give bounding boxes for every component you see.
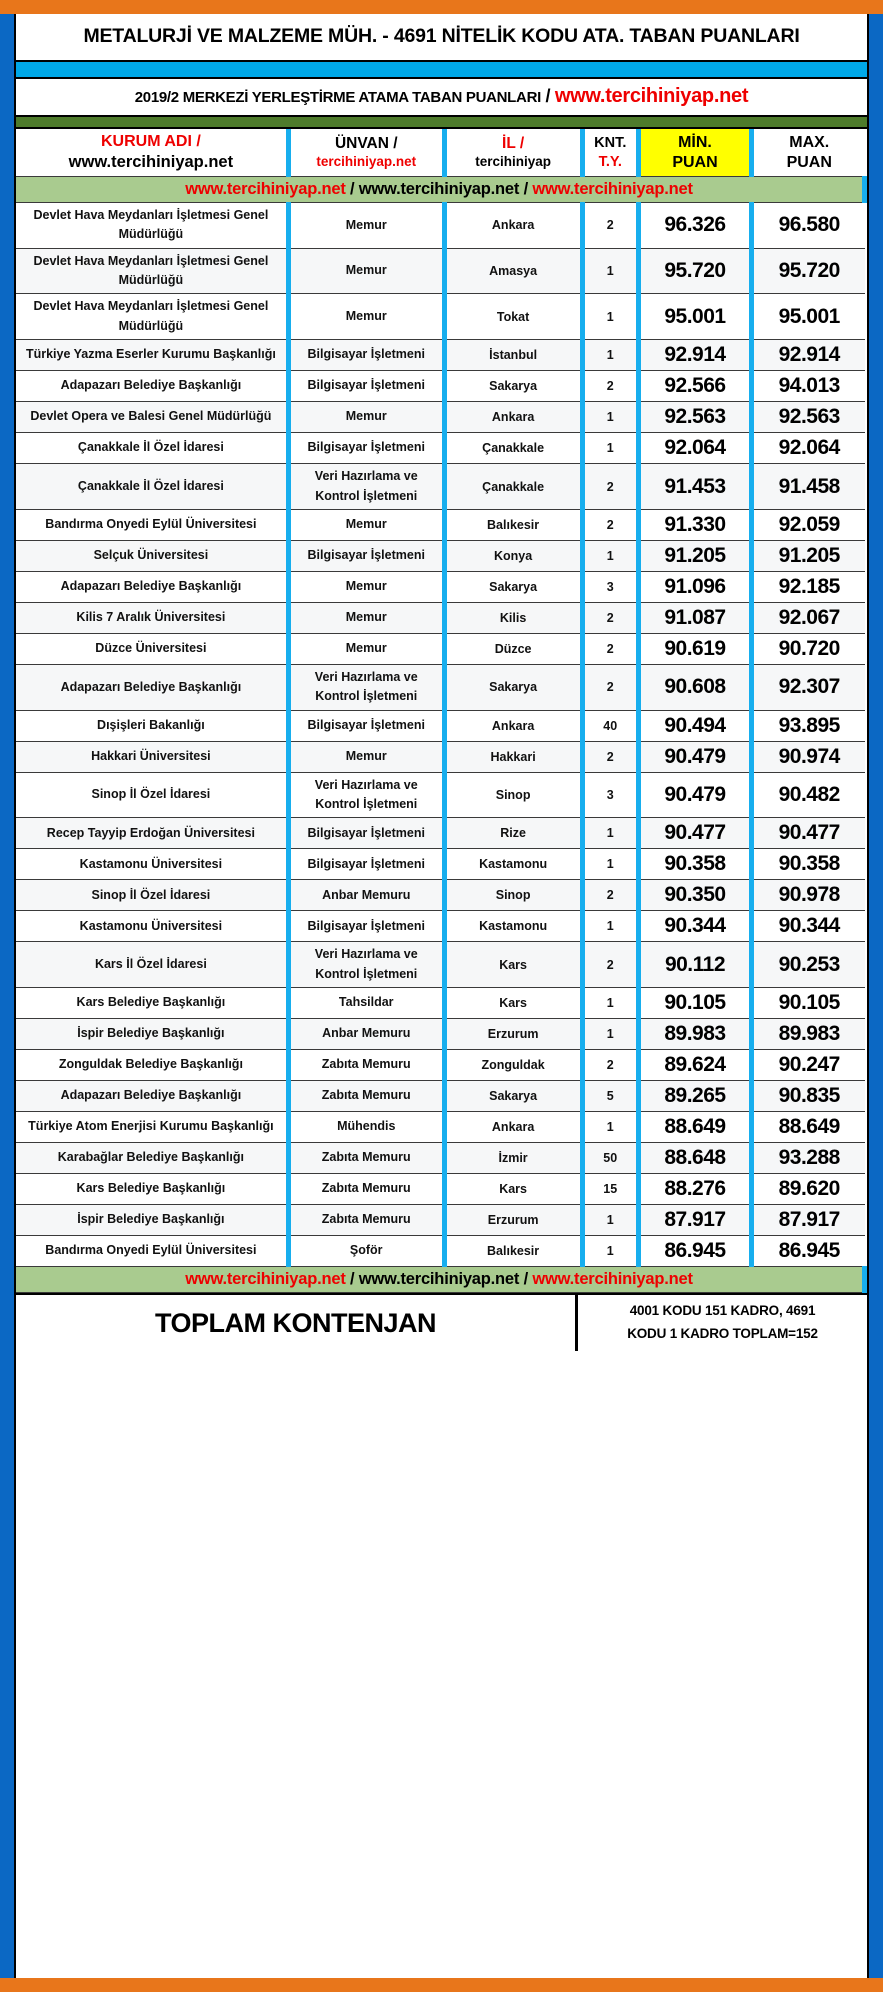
cell-kontenjan: 40 xyxy=(582,710,638,741)
table-row xyxy=(16,1050,865,1081)
total-label-cell xyxy=(16,1295,578,1351)
cell-kontenjan: 2 xyxy=(582,371,638,402)
cell-max-puan: 93.895 xyxy=(751,710,864,741)
cell-kurum-adi: Adapazarı Belediye Başkanlığı xyxy=(16,571,288,602)
cell-kurum-adi: Bandırma Onyedi Eylül Üniversitesi xyxy=(16,509,288,540)
cell-il: Amasya xyxy=(444,248,582,294)
cell-kontenjan: 1 xyxy=(582,248,638,294)
column-header-kurum: KURUM ADI / www.tercihiniyap.net xyxy=(16,129,288,176)
cell-unvan: Zabıta Memuru xyxy=(288,1205,444,1236)
cell-kurum-adi: Düzce Üniversitesi xyxy=(16,633,288,664)
table-row xyxy=(16,340,865,371)
bottom-banner-cell xyxy=(16,1267,865,1293)
column-header-il: İL / tercihiniyap xyxy=(444,129,582,176)
cell-unvan: Bilgisayar İşletmeni xyxy=(288,849,444,880)
cell-kontenjan: 2 xyxy=(582,509,638,540)
cell-kontenjan: 1 xyxy=(582,402,638,433)
cell-il: Zonguldak xyxy=(444,1050,582,1081)
table-row xyxy=(16,1143,865,1174)
cell-min-puan: 88.276 xyxy=(639,1174,752,1205)
table-row xyxy=(16,540,865,571)
cell-min-puan: 92.914 xyxy=(639,340,752,371)
table-row xyxy=(16,202,865,248)
table-header-row xyxy=(16,129,865,176)
cell-kurum-adi: Kastamonu Üniversitesi xyxy=(16,849,288,880)
cell-kurum-adi: Sinop İl Özel İdaresi xyxy=(16,880,288,911)
cell-kurum-adi: Kars İl Özel İdaresi xyxy=(16,942,288,988)
cell-il: Ankara xyxy=(444,710,582,741)
cell-kurum-adi: Çanakkale İl Özel İdaresi xyxy=(16,433,288,464)
cell-min-puan: 90.608 xyxy=(639,664,752,710)
cell-kurum-adi: Recep Tayyip Erdoğan Üniversitesi xyxy=(16,818,288,849)
cell-min-puan: 92.566 xyxy=(639,371,752,402)
cell-kontenjan: 1 xyxy=(582,433,638,464)
cell-min-puan: 86.945 xyxy=(639,1236,752,1267)
cell-unvan: Veri Hazırlama ve Kontrol İşletmeni xyxy=(288,664,444,710)
cell-kontenjan: 2 xyxy=(582,880,638,911)
table-row xyxy=(16,294,865,340)
cell-max-puan: 93.288 xyxy=(751,1143,864,1174)
table-row xyxy=(16,1205,865,1236)
cell-il: Kastamonu xyxy=(444,911,582,942)
cell-kurum-adi: Devlet Hava Meydanları İşletmesi Genel Müdürlüğü xyxy=(16,294,288,340)
cell-kurum-adi: Çanakkale İl Özel İdaresi xyxy=(16,464,288,510)
bottom-banner-row xyxy=(16,1267,865,1293)
scores-table xyxy=(16,129,867,1293)
cell-unvan: Anbar Memuru xyxy=(288,880,444,911)
cell-max-puan: 90.105 xyxy=(751,988,864,1019)
cell-kontenjan: 5 xyxy=(582,1081,638,1112)
cell-kurum-adi: Adapazarı Belediye Başkanlığı xyxy=(16,371,288,402)
document-subtitle-block xyxy=(16,79,867,117)
column-header-min-puan: MİN. PUAN xyxy=(639,129,752,176)
total-detail-cell xyxy=(578,1295,867,1351)
table-row xyxy=(16,1174,865,1205)
cell-kontenjan: 1 xyxy=(582,818,638,849)
cell-kontenjan: 1 xyxy=(582,849,638,880)
cell-max-puan: 87.917 xyxy=(751,1205,864,1236)
cell-min-puan: 96.326 xyxy=(639,202,752,248)
cell-min-puan: 90.479 xyxy=(639,741,752,772)
cell-min-puan: 95.720 xyxy=(639,248,752,294)
cell-max-puan: 90.974 xyxy=(751,741,864,772)
cell-il: Sakarya xyxy=(444,664,582,710)
cell-min-puan: 88.649 xyxy=(639,1112,752,1143)
cell-il: Sinop xyxy=(444,772,582,818)
table-row xyxy=(16,818,865,849)
table-row xyxy=(16,710,865,741)
table-body xyxy=(16,202,865,1266)
cell-kontenjan: 50 xyxy=(582,1143,638,1174)
cell-min-puan: 90.479 xyxy=(639,772,752,818)
banner-link-2[interactable]: www.tercihiniyap.net xyxy=(358,1270,520,1289)
table-row xyxy=(16,849,865,880)
cell-max-puan: 90.477 xyxy=(751,818,864,849)
cell-max-puan: 90.253 xyxy=(751,942,864,988)
cell-kurum-adi: Karabağlar Belediye Başkanlığı xyxy=(16,1143,288,1174)
cell-kurum-adi: Devlet Hava Meydanları İşletmesi Genel Müdürlüğü xyxy=(16,202,288,248)
cell-kontenjan: 1 xyxy=(582,540,638,571)
total-label: TOPLAM KONTENJAN xyxy=(154,1307,436,1338)
cell-il: Tokat xyxy=(444,294,582,340)
cell-kurum-adi: Kars Belediye Başkanlığı xyxy=(16,988,288,1019)
cell-kurum-adi: Adapazarı Belediye Başkanlığı xyxy=(16,664,288,710)
column-header-max-puan: MAX. PUAN xyxy=(751,129,864,176)
document-title-block xyxy=(16,14,867,62)
cell-unvan: Memur xyxy=(288,602,444,633)
cell-kontenjan: 1 xyxy=(582,340,638,371)
cell-unvan: Memur xyxy=(288,571,444,602)
cell-kurum-adi: Kilis 7 Aralık Üniversitesi xyxy=(16,602,288,633)
table-row xyxy=(16,371,865,402)
table-row xyxy=(16,509,865,540)
total-footer xyxy=(16,1293,867,1351)
cell-il: Sinop xyxy=(444,880,582,911)
cell-unvan: Memur xyxy=(288,402,444,433)
cell-kurum-adi: Selçuk Üniversitesi xyxy=(16,540,288,571)
cell-min-puan: 87.917 xyxy=(639,1205,752,1236)
cell-unvan: Mühendis xyxy=(288,1112,444,1143)
table-row xyxy=(16,402,865,433)
cell-il: Ankara xyxy=(444,202,582,248)
cell-kurum-adi: Türkiye Yazma Eserler Kurumu Başkanlığı xyxy=(16,340,288,371)
cell-min-puan: 91.205 xyxy=(639,540,752,571)
top-banner-cell xyxy=(16,176,865,202)
cell-max-puan: 90.344 xyxy=(751,911,864,942)
cell-kontenjan: 1 xyxy=(582,1112,638,1143)
cell-unvan: Veri Hazırlama ve Kontrol İşletmeni xyxy=(288,942,444,988)
cell-max-puan: 92.059 xyxy=(751,509,864,540)
cell-max-puan: 95.720 xyxy=(751,248,864,294)
table-row xyxy=(16,664,865,710)
cell-max-puan: 90.358 xyxy=(751,849,864,880)
cell-unvan: Bilgisayar İşletmeni xyxy=(288,710,444,741)
cell-il: Konya xyxy=(444,540,582,571)
cell-il: Kars xyxy=(444,988,582,1019)
top-banner-row xyxy=(16,176,865,202)
table-row xyxy=(16,433,865,464)
cell-kurum-adi: İspir Belediye Başkanlığı xyxy=(16,1205,288,1236)
cell-min-puan: 89.624 xyxy=(639,1050,752,1081)
cell-il: Ankara xyxy=(444,402,582,433)
banner-link-1[interactable]: www.tercihiniyap.net xyxy=(185,1270,346,1289)
table-row xyxy=(16,942,865,988)
cell-il: Çanakkale xyxy=(444,464,582,510)
document-inner xyxy=(14,14,869,1978)
cell-unvan: Memur xyxy=(288,248,444,294)
cell-unvan: Bilgisayar İşletmeni xyxy=(288,540,444,571)
cell-unvan: Veri Hazırlama ve Kontrol İşletmeni xyxy=(288,464,444,510)
cell-il: Rize xyxy=(444,818,582,849)
cell-max-puan: 96.580 xyxy=(751,202,864,248)
cell-il: Balıkesir xyxy=(444,1236,582,1267)
cell-il: Erzurum xyxy=(444,1019,582,1050)
cell-max-puan: 92.067 xyxy=(751,602,864,633)
cell-min-puan: 90.350 xyxy=(639,880,752,911)
cell-max-puan: 91.205 xyxy=(751,540,864,571)
cell-unvan: Bilgisayar İşletmeni xyxy=(288,340,444,371)
cell-il: Kastamonu xyxy=(444,849,582,880)
banner-sep-2: / xyxy=(519,1270,533,1289)
cell-kurum-adi: İspir Belediye Başkanlığı xyxy=(16,1019,288,1050)
cell-kontenjan: 2 xyxy=(582,633,638,664)
cell-il: Sakarya xyxy=(444,371,582,402)
cell-min-puan: 90.358 xyxy=(639,849,752,880)
cell-min-puan: 90.619 xyxy=(639,633,752,664)
cell-unvan: Bilgisayar İşletmeni xyxy=(288,433,444,464)
cell-kontenjan: 2 xyxy=(582,202,638,248)
subtitle-main: 2019/2 MERKEZİ YERLEŞTİRME ATAMA TABAN PUANLARI xyxy=(134,89,541,107)
cell-max-puan: 86.945 xyxy=(751,1236,864,1267)
cell-min-puan: 90.105 xyxy=(639,988,752,1019)
cell-kurum-adi: Dışişleri Bakanlığı xyxy=(16,710,288,741)
cell-il: Kilis xyxy=(444,602,582,633)
cell-kurum-adi: Devlet Hava Meydanları İşletmesi Genel Müdürlüğü xyxy=(16,248,288,294)
cell-min-puan: 91.096 xyxy=(639,571,752,602)
cell-unvan: Veri Hazırlama ve Kontrol İşletmeni xyxy=(288,772,444,818)
banner-link-3[interactable]: www.tercihiniyap.net xyxy=(532,1270,693,1289)
table-row xyxy=(16,1236,865,1267)
cell-il: Kars xyxy=(444,942,582,988)
banner-sep-1: / xyxy=(345,1270,359,1289)
cell-max-puan: 90.720 xyxy=(751,633,864,664)
cell-min-puan: 91.330 xyxy=(639,509,752,540)
cyan-divider-bar xyxy=(16,62,867,79)
cell-min-puan: 90.344 xyxy=(639,911,752,942)
table-row xyxy=(16,772,865,818)
cell-il: Düzce xyxy=(444,633,582,664)
cell-min-puan: 90.477 xyxy=(639,818,752,849)
cell-min-puan: 92.064 xyxy=(639,433,752,464)
cell-kurum-adi: Sinop İl Özel İdaresi xyxy=(16,772,288,818)
cell-kontenjan: 2 xyxy=(582,1050,638,1081)
cell-il: Kars xyxy=(444,1174,582,1205)
table-row xyxy=(16,633,865,664)
cell-unvan: Zabıta Memuru xyxy=(288,1174,444,1205)
column-header-unvan: ÜNVAN / tercihiniyap.net xyxy=(288,129,444,176)
cell-unvan: Memur xyxy=(288,294,444,340)
table-row xyxy=(16,1019,865,1050)
cell-max-puan: 91.458 xyxy=(751,464,864,510)
cell-kurum-adi: Zonguldak Belediye Başkanlığı xyxy=(16,1050,288,1081)
banner-sep-2: / xyxy=(519,179,533,198)
table-footer xyxy=(16,1267,865,1293)
cell-max-puan: 92.307 xyxy=(751,664,864,710)
table-row xyxy=(16,464,865,510)
page-title: METALURJİ VE MALZEME MÜH. - 4691 NİTELİK KODU ATA. TABAN PUANLARI xyxy=(83,25,800,47)
cell-unvan: Zabıta Memuru xyxy=(288,1143,444,1174)
cell-kurum-adi: Hakkari Üniversitesi xyxy=(16,741,288,772)
cell-kurum-adi: Adapazarı Belediye Başkanlığı xyxy=(16,1081,288,1112)
cell-max-puan: 95.001 xyxy=(751,294,864,340)
cell-kurum-adi: Kars Belediye Başkanlığı xyxy=(16,1174,288,1205)
cell-il: İstanbul xyxy=(444,340,582,371)
total-detail-line-1: 4001 KODU 151 KADRO, 4691 xyxy=(629,1303,816,1319)
table-row xyxy=(16,1112,865,1143)
table-row xyxy=(16,1081,865,1112)
table-row xyxy=(16,602,865,633)
table-row xyxy=(16,988,865,1019)
cell-unvan: Bilgisayar İşletmeni xyxy=(288,371,444,402)
cell-il: Sakarya xyxy=(444,1081,582,1112)
cell-max-puan: 89.620 xyxy=(751,1174,864,1205)
cell-unvan: Memur xyxy=(288,509,444,540)
cell-kontenjan: 1 xyxy=(582,1236,638,1267)
cell-il: Erzurum xyxy=(444,1205,582,1236)
subtitle-separator: / xyxy=(545,86,551,107)
cell-kurum-adi: Kastamonu Üniversitesi xyxy=(16,911,288,942)
cell-kontenjan: 1 xyxy=(582,988,638,1019)
cell-max-puan: 88.649 xyxy=(751,1112,864,1143)
cell-kontenjan: 15 xyxy=(582,1174,638,1205)
cell-unvan: Tahsildar xyxy=(288,988,444,1019)
cell-max-puan: 92.914 xyxy=(751,340,864,371)
cell-kontenjan: 2 xyxy=(582,664,638,710)
cell-unvan: Bilgisayar İşletmeni xyxy=(288,911,444,942)
cell-min-puan: 90.112 xyxy=(639,942,752,988)
cell-unvan: Anbar Memuru xyxy=(288,1019,444,1050)
table-row xyxy=(16,741,865,772)
table-row xyxy=(16,571,865,602)
cell-kontenjan: 2 xyxy=(582,602,638,633)
cell-kontenjan: 1 xyxy=(582,911,638,942)
cell-kurum-adi: Türkiye Atom Enerjisi Kurumu Başkanlığı xyxy=(16,1112,288,1143)
cell-kontenjan: 1 xyxy=(582,1205,638,1236)
cell-il: Sakarya xyxy=(444,571,582,602)
cell-unvan: Memur xyxy=(288,741,444,772)
cell-max-puan: 90.482 xyxy=(751,772,864,818)
cell-unvan: Şoför xyxy=(288,1236,444,1267)
cell-il: Çanakkale xyxy=(444,433,582,464)
cell-unvan: Zabıta Memuru xyxy=(288,1050,444,1081)
cell-kurum-adi: Bandırma Onyedi Eylül Üniversitesi xyxy=(16,1236,288,1267)
cell-unvan: Memur xyxy=(288,202,444,248)
cell-min-puan: 88.648 xyxy=(639,1143,752,1174)
cell-kontenjan: 2 xyxy=(582,464,638,510)
cell-min-puan: 91.087 xyxy=(639,602,752,633)
cell-min-puan: 92.563 xyxy=(639,402,752,433)
table-row xyxy=(16,911,865,942)
cell-il: İzmir xyxy=(444,1143,582,1174)
cell-il: Balıkesir xyxy=(444,509,582,540)
cell-il: Ankara xyxy=(444,1112,582,1143)
banner-link-2[interactable]: www.tercihiniyap.net xyxy=(358,179,520,198)
cell-unvan: Memur xyxy=(288,633,444,664)
cell-max-puan: 89.983 xyxy=(751,1019,864,1050)
banner-link-3[interactable]: www.tercihiniyap.net xyxy=(532,179,693,198)
cell-unvan: Bilgisayar İşletmeni xyxy=(288,818,444,849)
cell-min-puan: 90.494 xyxy=(639,710,752,741)
cell-max-puan: 92.185 xyxy=(751,571,864,602)
cell-kontenjan: 2 xyxy=(582,741,638,772)
table-header xyxy=(16,129,865,202)
cell-min-puan: 89.983 xyxy=(639,1019,752,1050)
cell-max-puan: 92.563 xyxy=(751,402,864,433)
cell-kontenjan: 1 xyxy=(582,294,638,340)
cell-kontenjan: 3 xyxy=(582,571,638,602)
cell-max-puan: 92.064 xyxy=(751,433,864,464)
green-divider-bar xyxy=(16,117,867,129)
cell-min-puan: 95.001 xyxy=(639,294,752,340)
cell-unvan: Zabıta Memuru xyxy=(288,1081,444,1112)
table-row xyxy=(16,248,865,294)
subtitle-website-link[interactable]: www.tercihiniyap.net xyxy=(554,85,749,108)
total-detail-line-2: KODU 1 KADRO TOPLAM=152 xyxy=(627,1326,818,1342)
blue-frame xyxy=(0,14,883,1978)
cell-max-puan: 90.247 xyxy=(751,1050,864,1081)
banner-link-1[interactable]: www.tercihiniyap.net xyxy=(185,179,346,198)
cell-kontenjan: 3 xyxy=(582,772,638,818)
column-header-kontenjan: KNT. T.Y. xyxy=(582,129,638,176)
cell-max-puan: 90.978 xyxy=(751,880,864,911)
cell-min-puan: 89.265 xyxy=(639,1081,752,1112)
cell-kontenjan: 1 xyxy=(582,1019,638,1050)
cell-il: Hakkari xyxy=(444,741,582,772)
banner-sep-1: / xyxy=(345,179,359,198)
cell-max-puan: 94.013 xyxy=(751,371,864,402)
cell-min-puan: 91.453 xyxy=(639,464,752,510)
cell-kurum-adi: Devlet Opera ve Balesi Genel Müdürlüğü xyxy=(16,402,288,433)
table-row xyxy=(16,880,865,911)
cell-max-puan: 90.835 xyxy=(751,1081,864,1112)
cell-kontenjan: 2 xyxy=(582,942,638,988)
